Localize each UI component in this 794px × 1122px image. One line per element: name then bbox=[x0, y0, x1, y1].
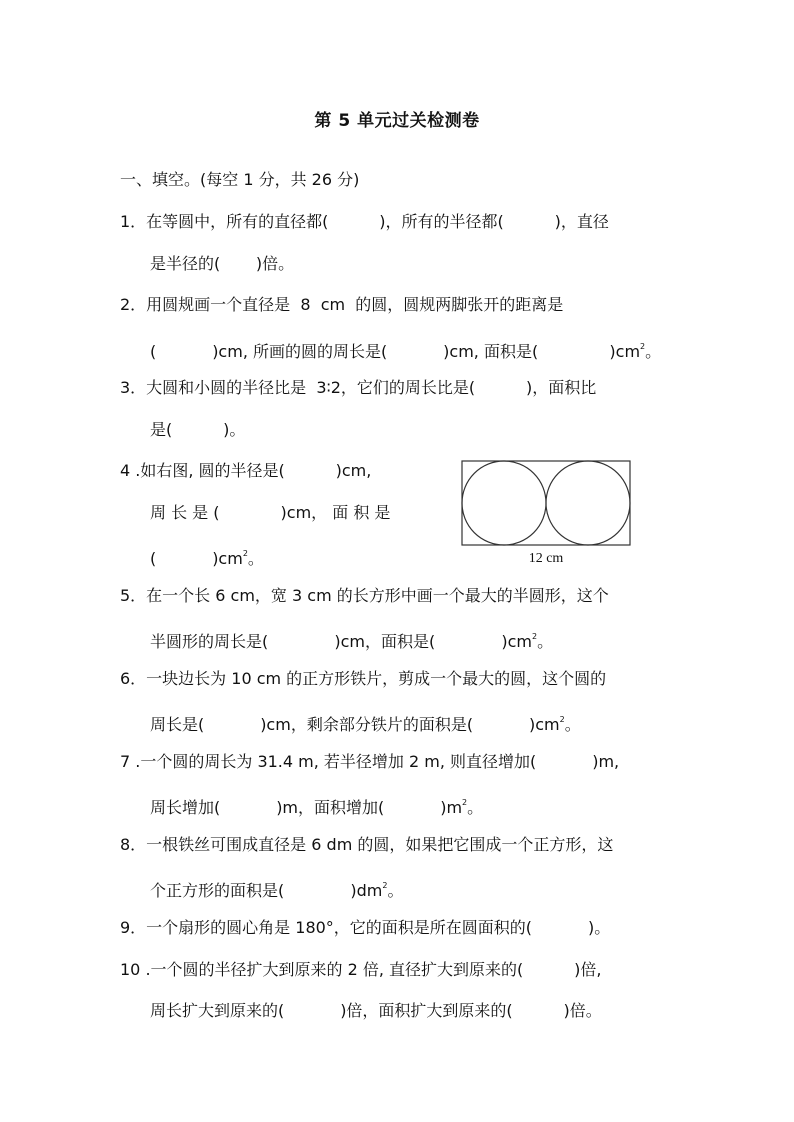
q5-line2-end: 。 bbox=[537, 632, 554, 651]
q1-line2: 是半径的( )倍。 bbox=[150, 254, 295, 273]
q8-line2-end: 。 bbox=[387, 881, 404, 900]
q7-line2 bbox=[150, 792, 483, 819]
q2-superscript: 2 bbox=[640, 342, 646, 351]
q2-line1: 2．用圆规画一个直径是 8 cm 的圆，圆规两脚张开的距离是 bbox=[120, 295, 564, 314]
q4-line2: 周 长 是 ( )cm， 面 积 是 bbox=[150, 503, 391, 522]
q8-line2 bbox=[150, 875, 403, 902]
q7-line2-end: 。 bbox=[467, 798, 484, 817]
q9-line1: 9．一个扇形的圆心角是 180°，它的面积是所在圆面积的( )。 bbox=[120, 918, 611, 937]
two-circles-figure bbox=[460, 459, 632, 567]
q6-line1: 6．一块边长为 10 cm 的正方形铁片，剪成一个最大的圆，这个圆的 bbox=[120, 669, 607, 688]
figure-svg bbox=[460, 459, 632, 567]
q7-superscript: 2 bbox=[462, 798, 468, 807]
q4-line3-text: ( )cm bbox=[150, 549, 243, 568]
q3-line1: 3．大圆和小圆的半径比是 3∶2，它们的周长比是( )，面积比 bbox=[120, 378, 597, 397]
q4-line3 bbox=[150, 543, 264, 570]
q4-superscript: 2 bbox=[242, 549, 248, 558]
q5-line1: 5．在一个长 6 cm，宽 3 cm 的长方形中画一个最大的半圆形，这个 bbox=[120, 586, 609, 605]
q5-line2-text: 半圆形的周长是( )cm，面积是( )cm bbox=[150, 632, 532, 651]
q4-line1: 4 .如右图, 圆的半径是( )cm, bbox=[120, 461, 372, 480]
q6-line2-text: 周长是( )cm，剩余部分铁片的面积是( )cm bbox=[150, 715, 560, 734]
q10-line2: 周长扩大到原来的( )倍，面积扩大到原来的( )倍。 bbox=[150, 1001, 602, 1020]
q4-line3-end: 。 bbox=[247, 549, 264, 568]
q8-superscript: 2 bbox=[382, 881, 388, 890]
q6-line2-end: 。 bbox=[564, 715, 581, 734]
q5-superscript: 2 bbox=[531, 632, 538, 641]
q2-line2 bbox=[150, 336, 661, 363]
q7-line2-text: 周长增加( )m，面积增加( )m bbox=[150, 798, 463, 817]
section-heading: 一、填空。(每空 1 分，共 26 分) bbox=[120, 170, 360, 189]
figure-label: 12 cm bbox=[528, 551, 564, 566]
q2-line2-end: 。 bbox=[645, 342, 662, 361]
q3-line2: 是( )。 bbox=[150, 420, 246, 439]
q5-line2 bbox=[150, 626, 553, 653]
q2-line2-text: ( )cm, 所画的圆的周长是( )cm, 面积是( )cm bbox=[150, 342, 641, 361]
q10-line1: 10 .一个圆的半径扩大到原来的 2 倍, 直径扩大到原来的( )倍, bbox=[120, 960, 602, 979]
left-circle bbox=[462, 461, 546, 545]
q1-line1: 1．在等圆中，所有的直径都( )，所有的半径都( )，直径 bbox=[120, 212, 609, 231]
q6-superscript: 2 bbox=[559, 715, 565, 724]
q7-line1: 7 .一个圆的周长为 31.4 m, 若半径增加 2 m, 则直径增加( )m, bbox=[120, 752, 620, 771]
q6-line2 bbox=[150, 709, 581, 736]
page-title: 第 5 单元过关检测卷 bbox=[314, 111, 480, 131]
q8-line1: 8．一根铁丝可围成直径是 6 dm 的圆，如果把它围成一个正方形，这 bbox=[120, 835, 614, 854]
right-circle bbox=[546, 461, 630, 545]
q8-line2-text: 个正方形的面积是( )dm bbox=[150, 881, 383, 900]
